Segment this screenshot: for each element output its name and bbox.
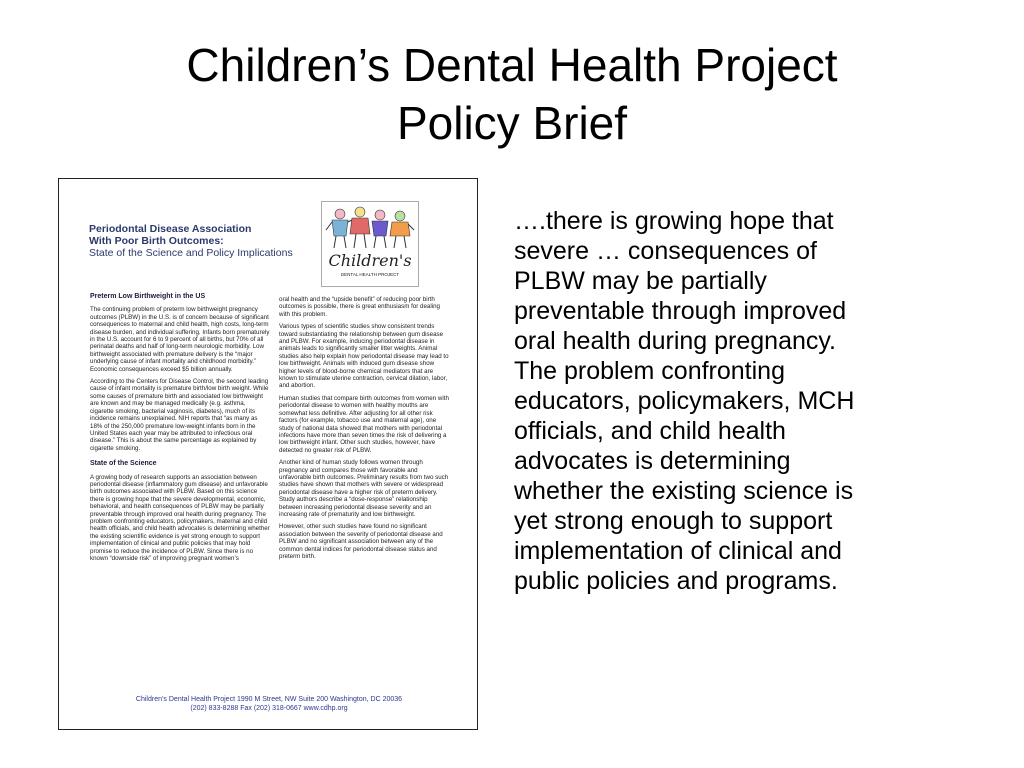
- section-heading-preterm: Preterm Low Birthweight in the US: [90, 293, 206, 300]
- document-right-column: [279, 296, 449, 565]
- quote-line: preventable through improved: [514, 297, 847, 325]
- document-left-column: [90, 293, 270, 567]
- right-paragraph-4: Another kind of human study follows women through pregnancy and compares those with favorable and unfavorable birth outcomes. Preliminary results from two such studies have shown that mothers with severe or widespread periodontal disease have a higher risk of preterm delivery. Study authors describe a “dose-response” relationship between increasing periodontal disease severity and an increasing rate of prematurity and low birthweight.: [279, 459, 449, 518]
- section-heading-state-of-science: State of the Science: [90, 460, 157, 468]
- quote-line: educators, policymakers, MCH: [514, 387, 855, 415]
- quote-line: advocates is determining: [514, 447, 791, 475]
- quote-line: public policies and programs.: [514, 567, 838, 595]
- right-paragraph-2: Various types of scientific studies show consistent trends toward substantiating the relationship between gum disease and PLBW. For example, inducing periodontal disease in animals leads to significantly smaller litter weights. Animal studies also help explain how periodontal disease may lead to low birthweight. Animals with induced gum disease show higher levels of blood-borne chemical mediators that are known to stimulate uterine contraction, cervical dilation, labor, and abortion.: [279, 323, 449, 390]
- right-paragraph-3: Human studies that compare birth outcomes from women with periodontal disease to women with healthy mouths are somewhat less definitive. After adjusting for all other risk factors (for example, tobacco use and maternal age), one study of national data showed that mothers with periodontal infections have more than seven times the risk of delivering a low birthweight infant. Other such studies, however, have detected no greater risk of PLBW.: [279, 394, 449, 454]
- quote-text: [514, 206, 954, 596]
- logo-subtitle: DENTAL HEALTH PROJECT: [340, 272, 400, 277]
- left-paragraph-3: A growing body of research supports an association between periodontal disease (inflammatory gum disease) and unfavorable birth outcomes associated with PLBW. Based on this science there is growing hope that the severe developmental, economic, behavioral, and health consequences of PLBW may be partially preventable through improved oral health during pregnancy. The problem confronting educators, policymakers, maternal and child health officials, and child health advocates is determining whether the existing scientific evidence is yet strong enough to support implementation of clinical and public policies that may hold promise to reduce the incidence of PLBW. Since there is no known “downside risk” of improving pregnant women’s: [90, 473, 270, 562]
- quote-line: yet strong enough to support: [514, 507, 833, 535]
- quote-line: The problem confronting: [514, 357, 785, 385]
- quote-line: implementation of clinical and: [514, 537, 842, 565]
- quote-line: oral health during pregnancy.: [514, 327, 836, 355]
- document-footer: [59, 695, 478, 713]
- footer-contact: (202) 833-8288 Fax (202) 318-0667 www.cdhp.org: [190, 705, 348, 712]
- quote-line: officials, and child health: [514, 417, 786, 445]
- slide-title-line-1: Children’s Dental Health Project: [186, 39, 838, 91]
- left-paragraph-2: According to the Centers for Disease Control, the second leading cause of infant mortality is premature birth/low birth weight. While some causes of premature birth and associated low birthweight are known and may be managed medically (e.g. asthma, cigarette smoking, bacterial vaginosis, diabetes), much of its incidence remains unexplained. NIH reports that “as many as 18% of the 250,000 premature low-weight infants born in the United States each year may be attributed to infectious oral disease.” This is about the same percentage as explained by cigarette smoking.: [90, 378, 269, 452]
- childrens-dental-health-project-logo: [321, 201, 419, 287]
- left-paragraph-1: The continuing problem of preterm low birthweight pregnancy outcomes (PLBW) in the U.S. is of concern because of significant consequences to maternal and child health, high costs, long-term disease burden, and individual suffering. Infants born prematurely in the U.S. account for 6 to 9 percent of all births, but 70% of all perinatal deaths and half of long-term neurologic morbidity. Low birthweight associated with premature delivery is the “major underlying cause of infant mortality and childhood morbidity.” Economic consequences exceed $5 billion annually.: [90, 306, 270, 373]
- document-heading-line-1: Periodontal Disease Association: [89, 223, 252, 235]
- quote-line: ….there is growing hope that: [514, 207, 834, 235]
- document-subheading: State of the Science and Policy Implications: [89, 247, 293, 259]
- quote-line: severe … consequences of: [514, 237, 817, 265]
- children-figures-icon: [322, 202, 418, 286]
- policy-brief-document: [58, 178, 478, 730]
- slide-title: [0, 36, 1024, 152]
- quote-line: whether the existing science is: [514, 477, 854, 505]
- document-heading: [89, 223, 309, 259]
- footer-address: Children’s Dental Health Project 1990 M Street, NW Suite 200 Washington, DC 20036: [135, 696, 403, 703]
- quote-line: PLBW may be partially: [514, 267, 767, 295]
- logo-wordmark: Children's: [328, 251, 412, 270]
- right-paragraph-1: oral health and the “upside benefit” of reducing poor birth outcomes is possible, there is great enthusiasm for dealing with this problem.: [279, 296, 440, 318]
- slide-title-line-2: Policy Brief: [396, 97, 628, 149]
- document-heading-line-2: With Poor Birth Outcomes:: [89, 235, 224, 247]
- right-paragraph-5: However, other such studies have found no significant association between the severity of periodontal disease and PLBW and no significant association between any of the common dental indices for periodontal disease status and preterm birth.: [279, 523, 443, 560]
